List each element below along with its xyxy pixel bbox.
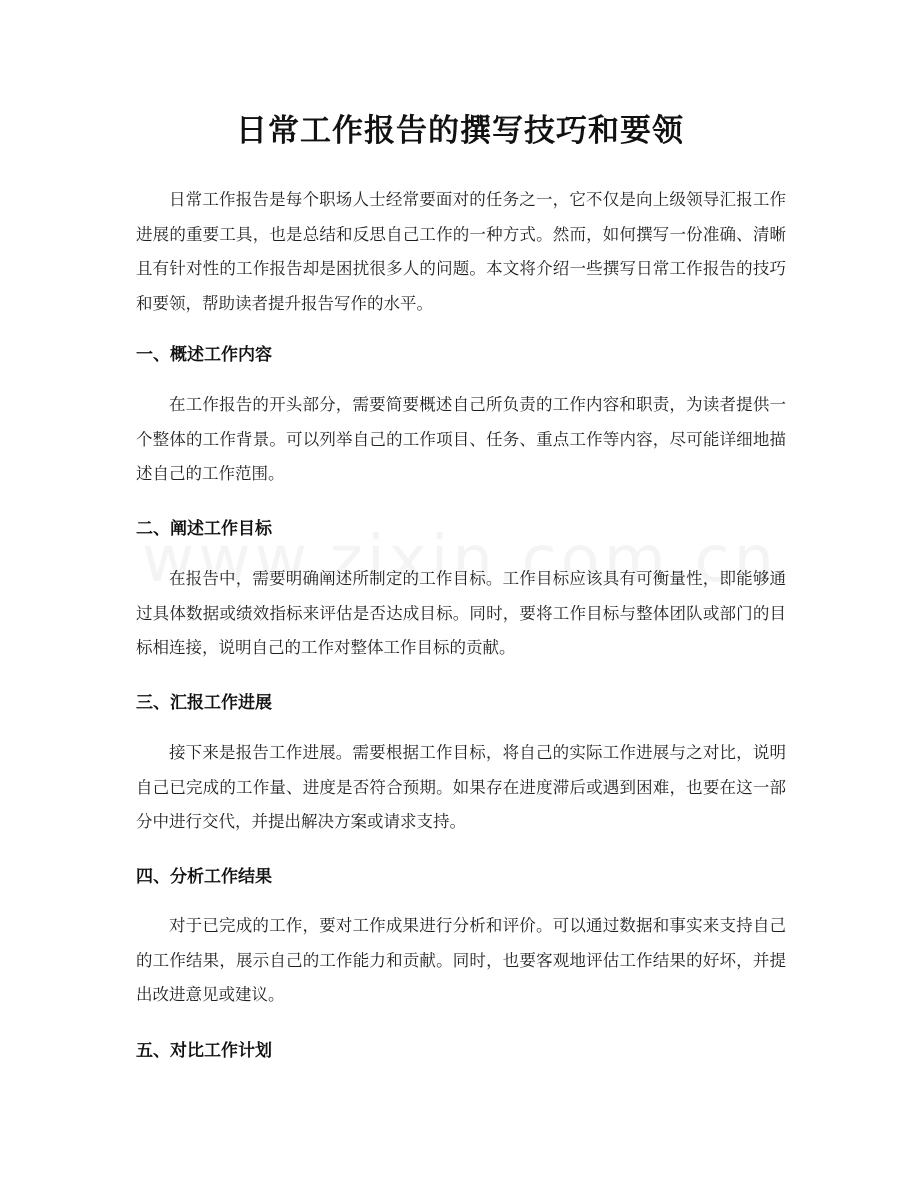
section-heading-plan: 五、对比工作计划 [136, 1041, 272, 1061]
section-heading-progress: 三、汇报工作进展 [136, 693, 272, 713]
section-heading-results: 四、分析工作结果 [136, 867, 272, 887]
document-title: 日常工作报告的撰写技巧和要领 [236, 113, 684, 149]
section-heading-overview: 一、概述工作内容 [136, 345, 272, 365]
intro-paragraph: 日常工作报告是每个职场人士经常要面对的任务之一，它不仅是向上级领导汇报工作进展的重要工具，也是总结和反思自己工作的一种方式。然而，如何撰写一份准确、清晰且有针对性的工作报告却是困扰很多人的问题。本文将介绍一些撰写日常工作报告的技巧和要领，帮助读者提升报告写作的水平。 [136, 190, 786, 313]
section-body-results: 对于已完成的工作，要对工作成果进行分析和评价。可以通过数据和事实来支持自己的工作结果，展示自己的工作能力和贡献。同时，也要客观地评估工作结果的好坏，并提出改进意见或建议。 [136, 916, 786, 1004]
section-body-progress: 接下来是报告工作进展。需要根据工作目标，将自己的实际工作进展与之对比，说明自己已完成的工作量、进度是否符合预期。如果存在进度滞后或遇到困难，也要在这一部分中进行交代，并提出解决方案或请求支持。 [136, 743, 786, 831]
section-body-overview: 在工作报告的开头部分，需要简要概述自己所负责的工作内容和职责，为读者提供一个整体的工作背景。可以列举自己的工作项目、任务、重点工作等内容，尽可能详细地描述自己的工作范围。 [136, 395, 786, 483]
section-body-goals: 在报告中，需要明确阐述所制定的工作目标。工作目标应该具有可衡量性，即能够通过具体数据或绩效指标来评估是否达成目标。同时，要将工作目标与整体团队或部门的目标相连接，说明自己的工作对整体工作目标的贡献。 [136, 569, 786, 657]
section-heading-goals: 二、阐述工作目标 [136, 519, 272, 539]
